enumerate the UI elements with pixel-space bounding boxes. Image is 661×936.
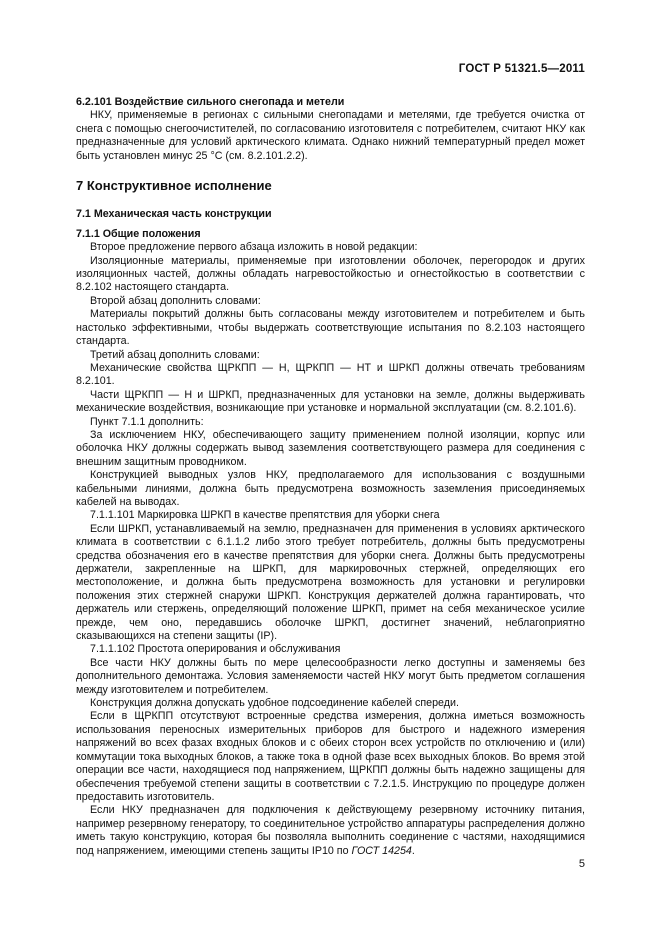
paragraph: Если в ЩРКПП отсутствуют встроенные средства измерения, должна иметься возможность использования переносных измерительных приборов для быстрого и надежного измерения напряжений во всех фазах входных блоков и с обеих сторон всех устройств по отключению и (или) коммутации тока выходных блоков, а также тока в одной фазе всех выходных блоков. Во время этой операции все части, находящиеся под напряжением, ЩРКПП должны быть надежно защищены для обеспечения требуемой степени защиты в соответствии с 7.2.1.5. Инструкцию по процедуре должен предоставить изготовитель.: [76, 710, 585, 803]
paragraph: Части ЩРКПП — Н и ШРКП, предназначенных для установки на земле, должны выдерживать механические воздействия, возникающие при установке и нормальной эксплуатации (см. 8.2.101.6).: [76, 388, 585, 415]
paragraph: Материалы покрытий должны быть согласованы между изготовителем и потребителем и быть настолько эффективными, чтобы выдержать соответствующие испытания по 8.2.103 настоящего стандарта.: [76, 308, 585, 348]
page-content: [76, 96, 585, 858]
page-number: 5: [578, 858, 585, 870]
section-7-1-1-101-title: 7.1.1.101 Маркировка ШРКП в качестве препятствия для уборки снега: [90, 509, 440, 522]
paragraph: Все части НКУ должны быть по мере целесообразности легко доступны и заменяемы без дополнительного демонтажа. Условия заменяемости частей НКУ могут быть предметом соглашения между изготовителем и потребителем.: [76, 656, 585, 696]
paragraph: Второй абзац дополнить словами:: [90, 294, 261, 307]
paragraph: Конструкцией выводных узлов НКУ, предполагаемого для использования с воздушными кабельными линиями, должна быть предусмотрена возможность заземления присоединяемых кабелей на выводах.: [76, 469, 585, 508]
paragraph: Пункт 7.1.1 дополнить:: [90, 415, 204, 428]
paragraph: Конструкция должна допускать удобное подсоединение кабелей спереди.: [90, 697, 459, 710]
paragraph: Изоляционные материалы, применяемые при изготовлении оболочек, перегородок и других изоляционных частей, должны обладать нагревостойкостью и огнестойкостью в соответствии с 8.2.102 настоящего стандарта.: [76, 254, 585, 294]
document-code: ГОСТ Р 51321.5—2011: [458, 63, 585, 75]
paragraph: Если ШРКП, устанавливаемый на землю, предназначен для применения в условиях арктического климата в соответствии с 6.1.1.2 либо этого требует потребитель, должны быть предусмотрены средства обозначения его в качестве препятствия для уборки снега. Должны быть предусмотрены держатели, закрепленные на ШРКП, для маркировочных стержней, определяющих его местоположение, и должна быть предусмотрена возможность для установки и регулировки положения этих стержней снаружи ШРКП. Конструкция держателей должна гарантировать, что держатель или стержень, определяющий положение ШРКП, примет на себя механическое усилие прежде, чем оно, передавшись оболочке ШРКП, достигнет значений, неблагоприятно сказывающихся на степени защиты (IP).: [76, 522, 585, 643]
section-6-2-101-title: 6.2.101 Воздействие сильного снегопада и метели: [76, 96, 345, 108]
paragraph-end: .: [411, 844, 415, 857]
paragraph: За исключением НКУ, обеспечивающего защиту применением полной изоляции, корпус или оболочка НКУ должны содержать вывод заземления соответствующего размера для соединения с внешним защитным проводником.: [76, 428, 585, 468]
paragraph: Второе предложение первого абзаца изложить в новой редакции:: [90, 241, 418, 254]
section-7-1-1-102-title: 7.1.1.102 Простота оперирования и обслуживания: [90, 643, 341, 656]
paragraph: Механические свойства ЩРКПП — Н, ЩРКПП — НТ и ШРКП должны отвечать требованиям 8.2.101.: [76, 361, 585, 388]
paragraph: Третий абзац дополнить словами:: [90, 348, 260, 361]
paragraph: НКУ, применяемые в регионах с сильными снегопадами и метелями, где требуется очистка от снега с помощью снегоочистителей, по согласованию изготовителя с потребителем, считают НКУ как предназначенные для условий арктического климата. Однако нижний температурный предел может быть установлен минус 25 °С (см. 8.2.101.2.2).: [76, 109, 585, 162]
paragraph-text: Если НКУ предназначен для подключения к действующему резервному источнику питания, например резервному генератору, то соединительное устройство аппаратуры распределения должно иметь такую конструкцию, которая бы позволяла выполнить соединение с частями, находящимися под напряжением, имеющими степень защиты IP10 по: [76, 804, 585, 857]
section-7-title: 7 Конструктивное исполнение: [76, 178, 272, 194]
standard-reference: ГОСТ 14254: [351, 844, 412, 857]
section-7-1-1-title: 7.1.1 Общие положения: [76, 227, 201, 240]
paragraph: [76, 804, 585, 858]
section-7-1-title: 7.1 Механическая часть конструкции: [76, 208, 272, 221]
